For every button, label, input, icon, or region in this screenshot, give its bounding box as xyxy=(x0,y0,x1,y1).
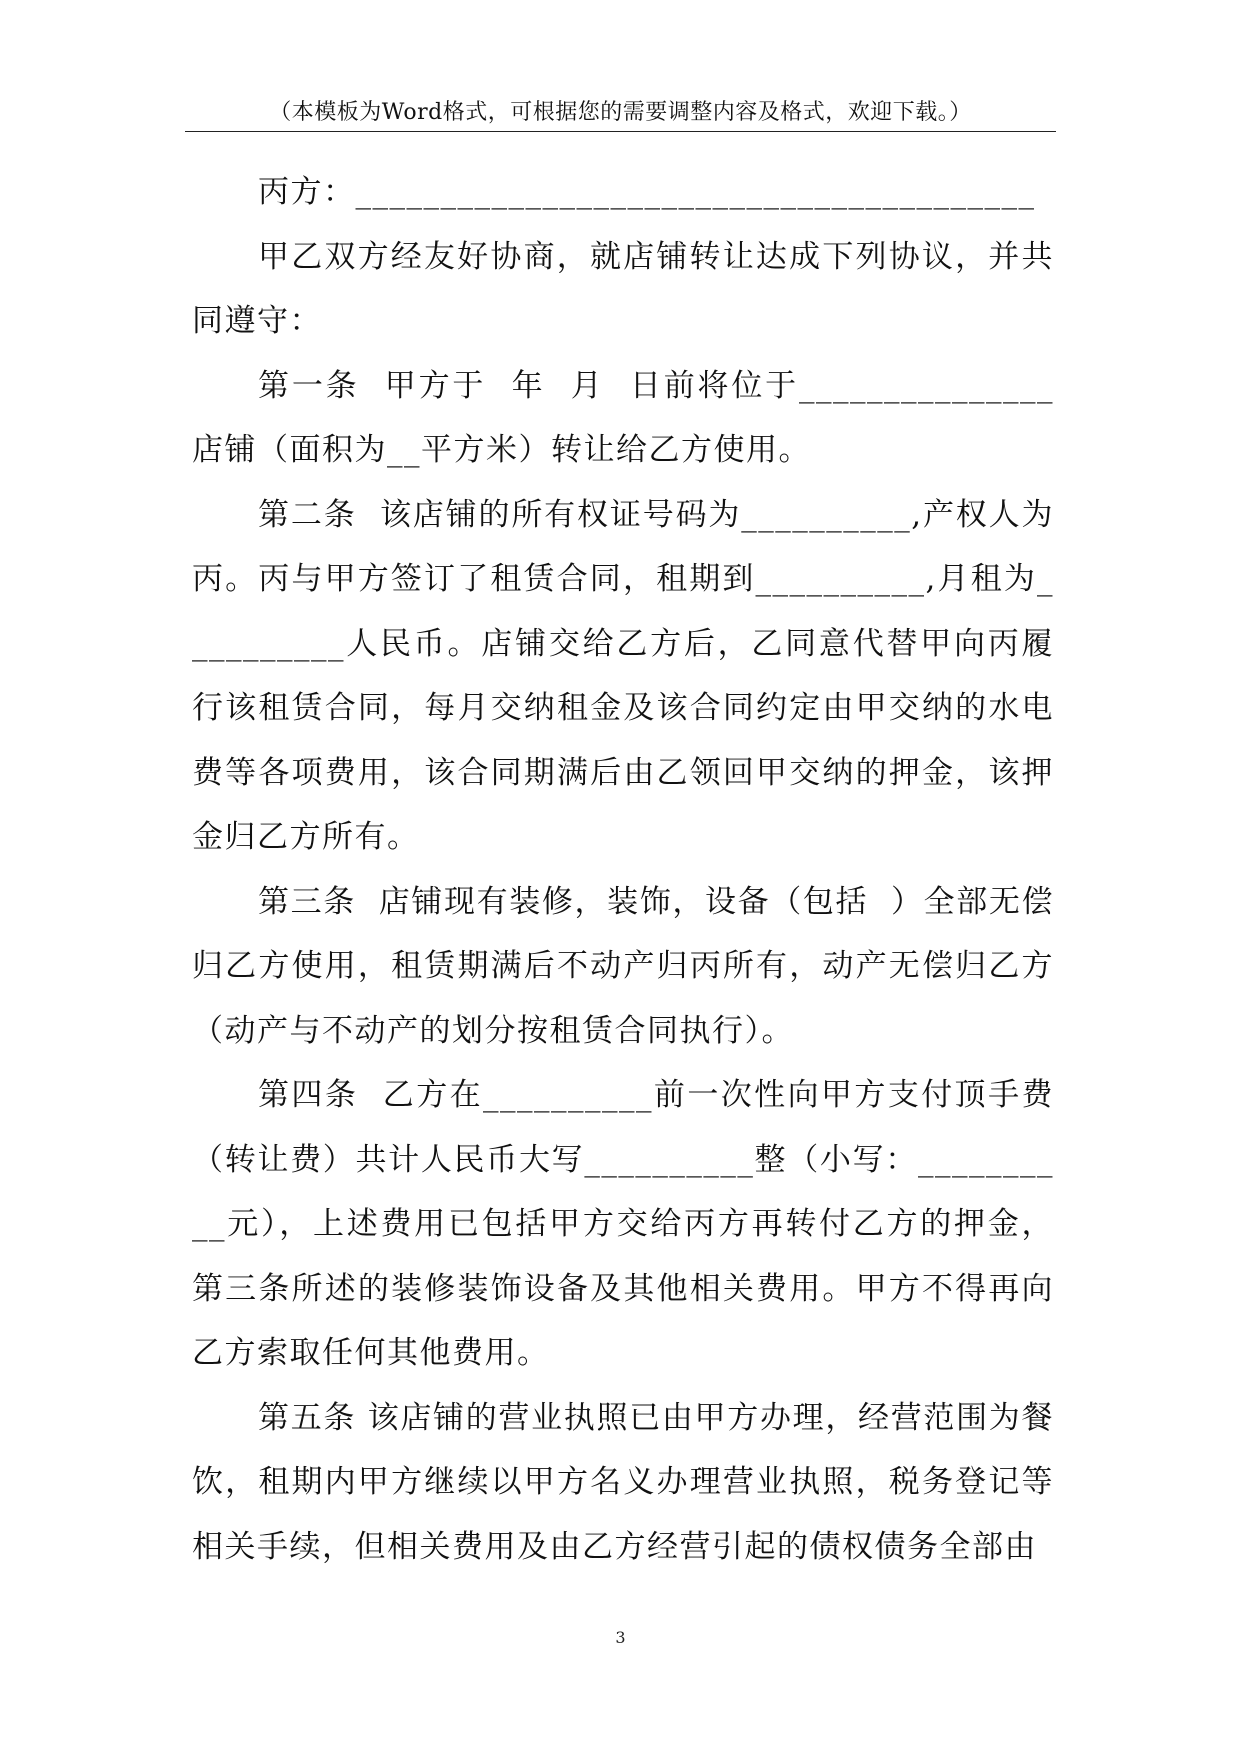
article-2: 第二条 该店铺的所有权证号码为__________,产权人为丙。丙与甲方签订了租赁合同，租期到__________,月租为__________人民币。店铺交给乙方后，乙同意代替甲向丙履行该租赁合同，每月交纳租金及该合同约定由甲交纳的水电费等各项费用，该合同期满后由乙领回甲交纳的押金，该押金归乙方所有。 xyxy=(192,496,1054,855)
contract-body xyxy=(192,160,1054,1579)
article-5: 第五条 该店铺的营业执照已由甲方办理，经营范围为餐饮，租期内甲方继续以甲方名义办理营业执照，税务登记等相关手续，但相关费用及由乙方经营引起的债权债务全部由 xyxy=(192,1399,1054,1565)
page-number: 3 xyxy=(615,1628,626,1647)
header-divider xyxy=(185,131,1056,132)
article-1: 第一条 甲方于 年 月 日前将位于_______________店铺（面积为__平方米）转让给乙方使用。 xyxy=(192,367,1054,468)
party-c-line: 丙方：________________________________________ xyxy=(258,174,1036,210)
article-4: 第四条 乙方在__________前一次性向甲方支付顶手费（转让费）共计人民币大写__________整（小写：__________元），上述费用已包括甲方交给丙方再转付乙方的押金，第三条所述的装修装饰设备及其他相关费用。甲方不得再向乙方索取任何其他费用。 xyxy=(192,1077,1054,1371)
article-3: 第三条 店铺现有装修，装饰，设备（包括 ）全部无偿归乙方使用，租赁期满后不动产归丙所有，动产无偿归乙方（动产与不动产的划分按租赁合同执行）。 xyxy=(192,883,1054,1049)
agreement-intro: 甲乙双方经友好协商，就店铺转让达成下列协议，并共同遵守： xyxy=(192,238,1054,339)
template-note: （本模板为Word格式，可根据您的需要调整内容及格式，欢迎下载。） xyxy=(269,100,972,125)
